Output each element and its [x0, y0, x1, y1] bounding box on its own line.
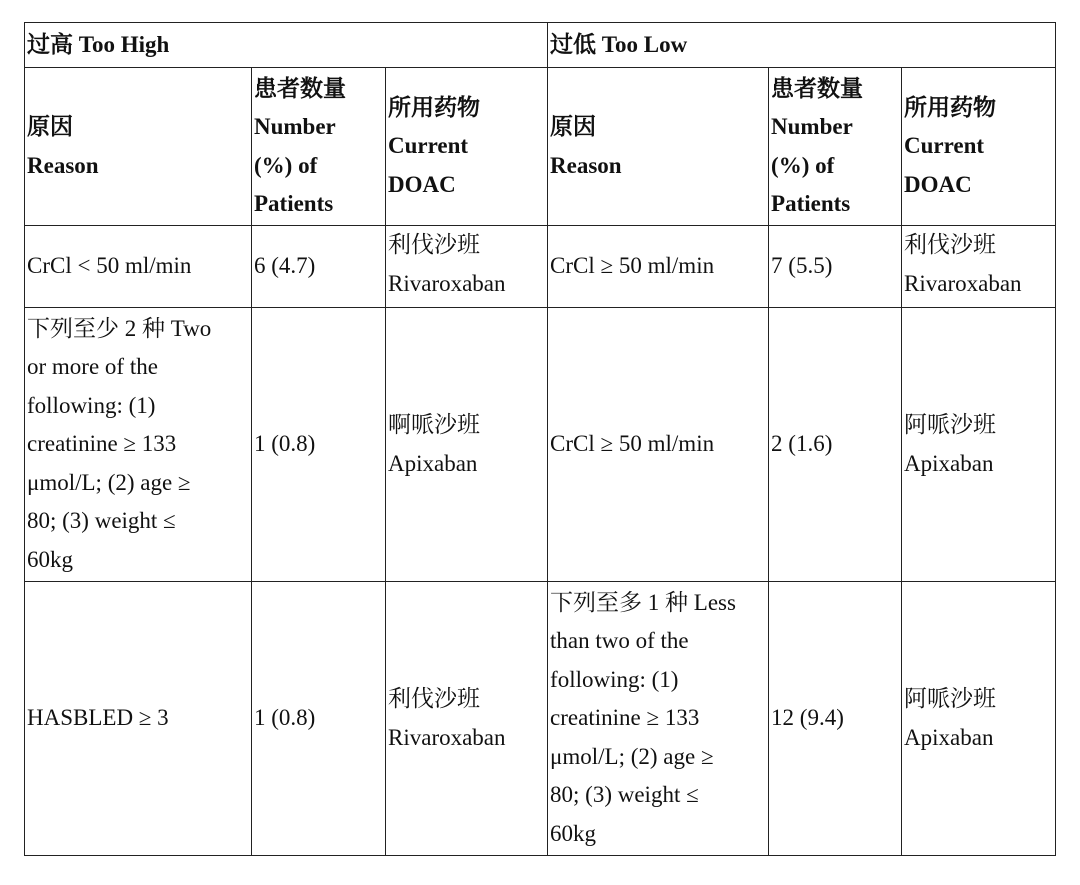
reason-cell: 下列至多 1 种 Less than two of the following: (1) creatinine ≥ 133 μmol/L; (2) age ≥ 80; (3) weight ≤ 60kg [548, 582, 769, 856]
number-cell: 6 (4.7) [252, 226, 386, 308]
number-cell: 1 (0.8) [252, 582, 386, 856]
header-number-high: 患者数量 Number (%) of Patients [252, 68, 386, 226]
table-row [25, 226, 1056, 308]
header-drug-low: 所用药物 Current DOAC [902, 68, 1056, 226]
reason-cell: CrCl ≥ 50 ml/min [548, 308, 769, 582]
table-row [25, 582, 1056, 856]
header-drug-high: 所用药物 Current DOAC [386, 68, 548, 226]
drug-cell: 啊哌沙班 Apixaban [386, 308, 548, 582]
group-too-high: 过高 Too High [25, 23, 548, 68]
drug-cell: 阿哌沙班 Apixaban [902, 582, 1056, 856]
drug-cell: 利伐沙班 Rivaroxaban [386, 226, 548, 308]
group-header-row [25, 23, 1056, 68]
drug-cell: 利伐沙班 Rivaroxaban [386, 582, 548, 856]
header-reason-high: 原因 Reason [25, 68, 252, 226]
reason-cell: CrCl ≥ 50 ml/min [548, 226, 769, 308]
number-cell: 7 (5.5) [769, 226, 902, 308]
table-row [25, 308, 1056, 582]
drug-cell: 利伐沙班 Rivaroxaban [902, 226, 1056, 308]
number-cell: 1 (0.8) [252, 308, 386, 582]
group-too-low: 过低 Too Low [548, 23, 1056, 68]
reason-cell: 下列至少 2 种 Two or more of the following: (1) creatinine ≥ 133 μmol/L; (2) age ≥ 80; (3) weight ≤ 60kg [25, 308, 252, 582]
header-number-low: 患者数量 Number (%) of Patients [769, 68, 902, 226]
reason-cell: CrCl < 50 ml/min [25, 226, 252, 308]
reason-cell: HASBLED ≥ 3 [25, 582, 252, 856]
column-header-row [25, 68, 1056, 226]
number-cell: 12 (9.4) [769, 582, 902, 856]
number-cell: 2 (1.6) [769, 308, 902, 582]
drug-cell: 阿哌沙班 Apixaban [902, 308, 1056, 582]
header-reason-low: 原因 Reason [548, 68, 769, 226]
patient-dose-table [24, 22, 1056, 856]
